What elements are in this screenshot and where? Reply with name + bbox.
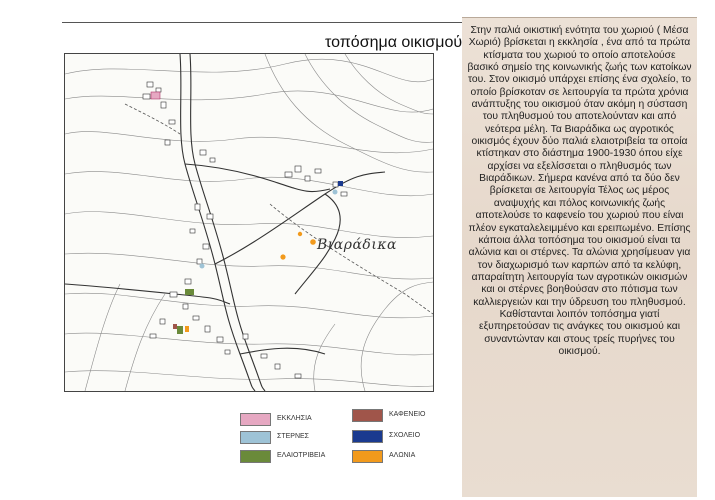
legend-swatch-cisterns	[240, 431, 271, 444]
threshing-floor-marker	[280, 254, 285, 259]
olive-press-marker	[185, 289, 194, 295]
buildings	[143, 82, 347, 378]
roads	[65, 54, 385, 391]
page-title: τοπόσημα οικισμού	[325, 34, 463, 51]
school-marker	[338, 181, 343, 186]
legend-swatch-threshing-floors	[352, 450, 383, 463]
landmark-markers	[151, 92, 343, 334]
legend-swatch-cafe	[352, 409, 383, 422]
map-drawing	[65, 54, 433, 391]
legend-label-church: ΕΚΚΛΗΣΙΑ	[277, 415, 312, 422]
legend-label-threshing-floors: ΑΛΩΝΙΑ	[389, 452, 416, 459]
contour-lines	[65, 54, 433, 391]
legend-label-cafe: ΚΑΦΕΝΕΙΟ	[389, 411, 426, 418]
map-place-label: Βιαράδικα	[317, 237, 397, 253]
cistern-marker	[200, 264, 205, 269]
cafe-marker	[173, 324, 177, 329]
description-text: Στην παλιά οικιστική ενότητα του χωριού ( Μέσα Χωριό) βρίσκεται η εκκλησία , ένα από τα πρώτα κτίσματα του χωριού το οποίο αποτελούσε βασικό σημείο της κοινωνικής ζωής των κατοίκων του. Στον οικισμό υπάρχει επίσης ένα σχολείο, το οποίο βρίσκοταν σε λειτουργία τα πρώτα χρόνια ανάπτυξης του οικισμού όταν ακόμη η σύσταση του πληθυσμού του αποτελούνταν και από νεότερα μέλη. Τα Βιαράδικα ως αγροτικός οικισμός έχουν δύο παλιά ελαιοτριβεία τα οποία κτίστηκαν στο διάστημα 1900-1930 όπου είχε αρχίσει να εξελίσσεται ο πληθυσμός των Βιαράδικων. Σήμερα κανένα από τα δύο δεν βρίσκεται σε λειτουργία Τέλος ως μέρος αναψυχής και πόλος κοινωνικής ζωής αποτελούσε το καφενείο του χωριού που είναι πλέον εγκαταλελειμμένο και ερειπωμένο. Επίσης κάποια άλλα τοπόσημα του οικισμού είναι τα αλώνια και οι στέρνες. Τα αλώνια χρησίμευαν για τον διαχωρισμό των καρπών από τα κελύφη, απαραίτητη λειτουργία των αγροτικών οικισμών και οι στέρνες βοηθούσαν στο πότισμα των καλλιεργειών και την ύδρευση του πληθυσμού. Καθίστανται λοιπόν τοπόσημα γιατί εξυπηρετούσαν τις ανάγκες του οικισμού και συναντώνταν και στους τρείς πυρήνες του οικισμού.	[467, 25, 692, 357]
church-marker	[151, 92, 160, 99]
settlement-map[interactable]	[64, 53, 434, 392]
path-lines	[125, 104, 433, 314]
legend-label-cisterns: ΣΤΕΡΝΕΣ	[277, 433, 309, 440]
cistern-marker	[333, 190, 338, 195]
legend-label-olive-presses: ΕΛΑΙΟΤΡΙΒΕΙΑ	[277, 452, 326, 459]
legend-swatch-olive-presses	[240, 450, 271, 463]
legend-swatch-church	[240, 413, 271, 426]
top-rule	[62, 22, 508, 23]
threshing-floor-marker	[298, 232, 302, 236]
olive-press-marker	[177, 326, 183, 334]
legend-label-school: ΣΧΟΛΕΙΟ	[389, 432, 421, 439]
panel-top-rule	[462, 17, 697, 18]
legend-swatch-school	[352, 430, 383, 443]
description-panel	[462, 17, 697, 497]
threshing-floor-marker	[310, 239, 316, 245]
threshing-floor-marker	[185, 326, 189, 332]
